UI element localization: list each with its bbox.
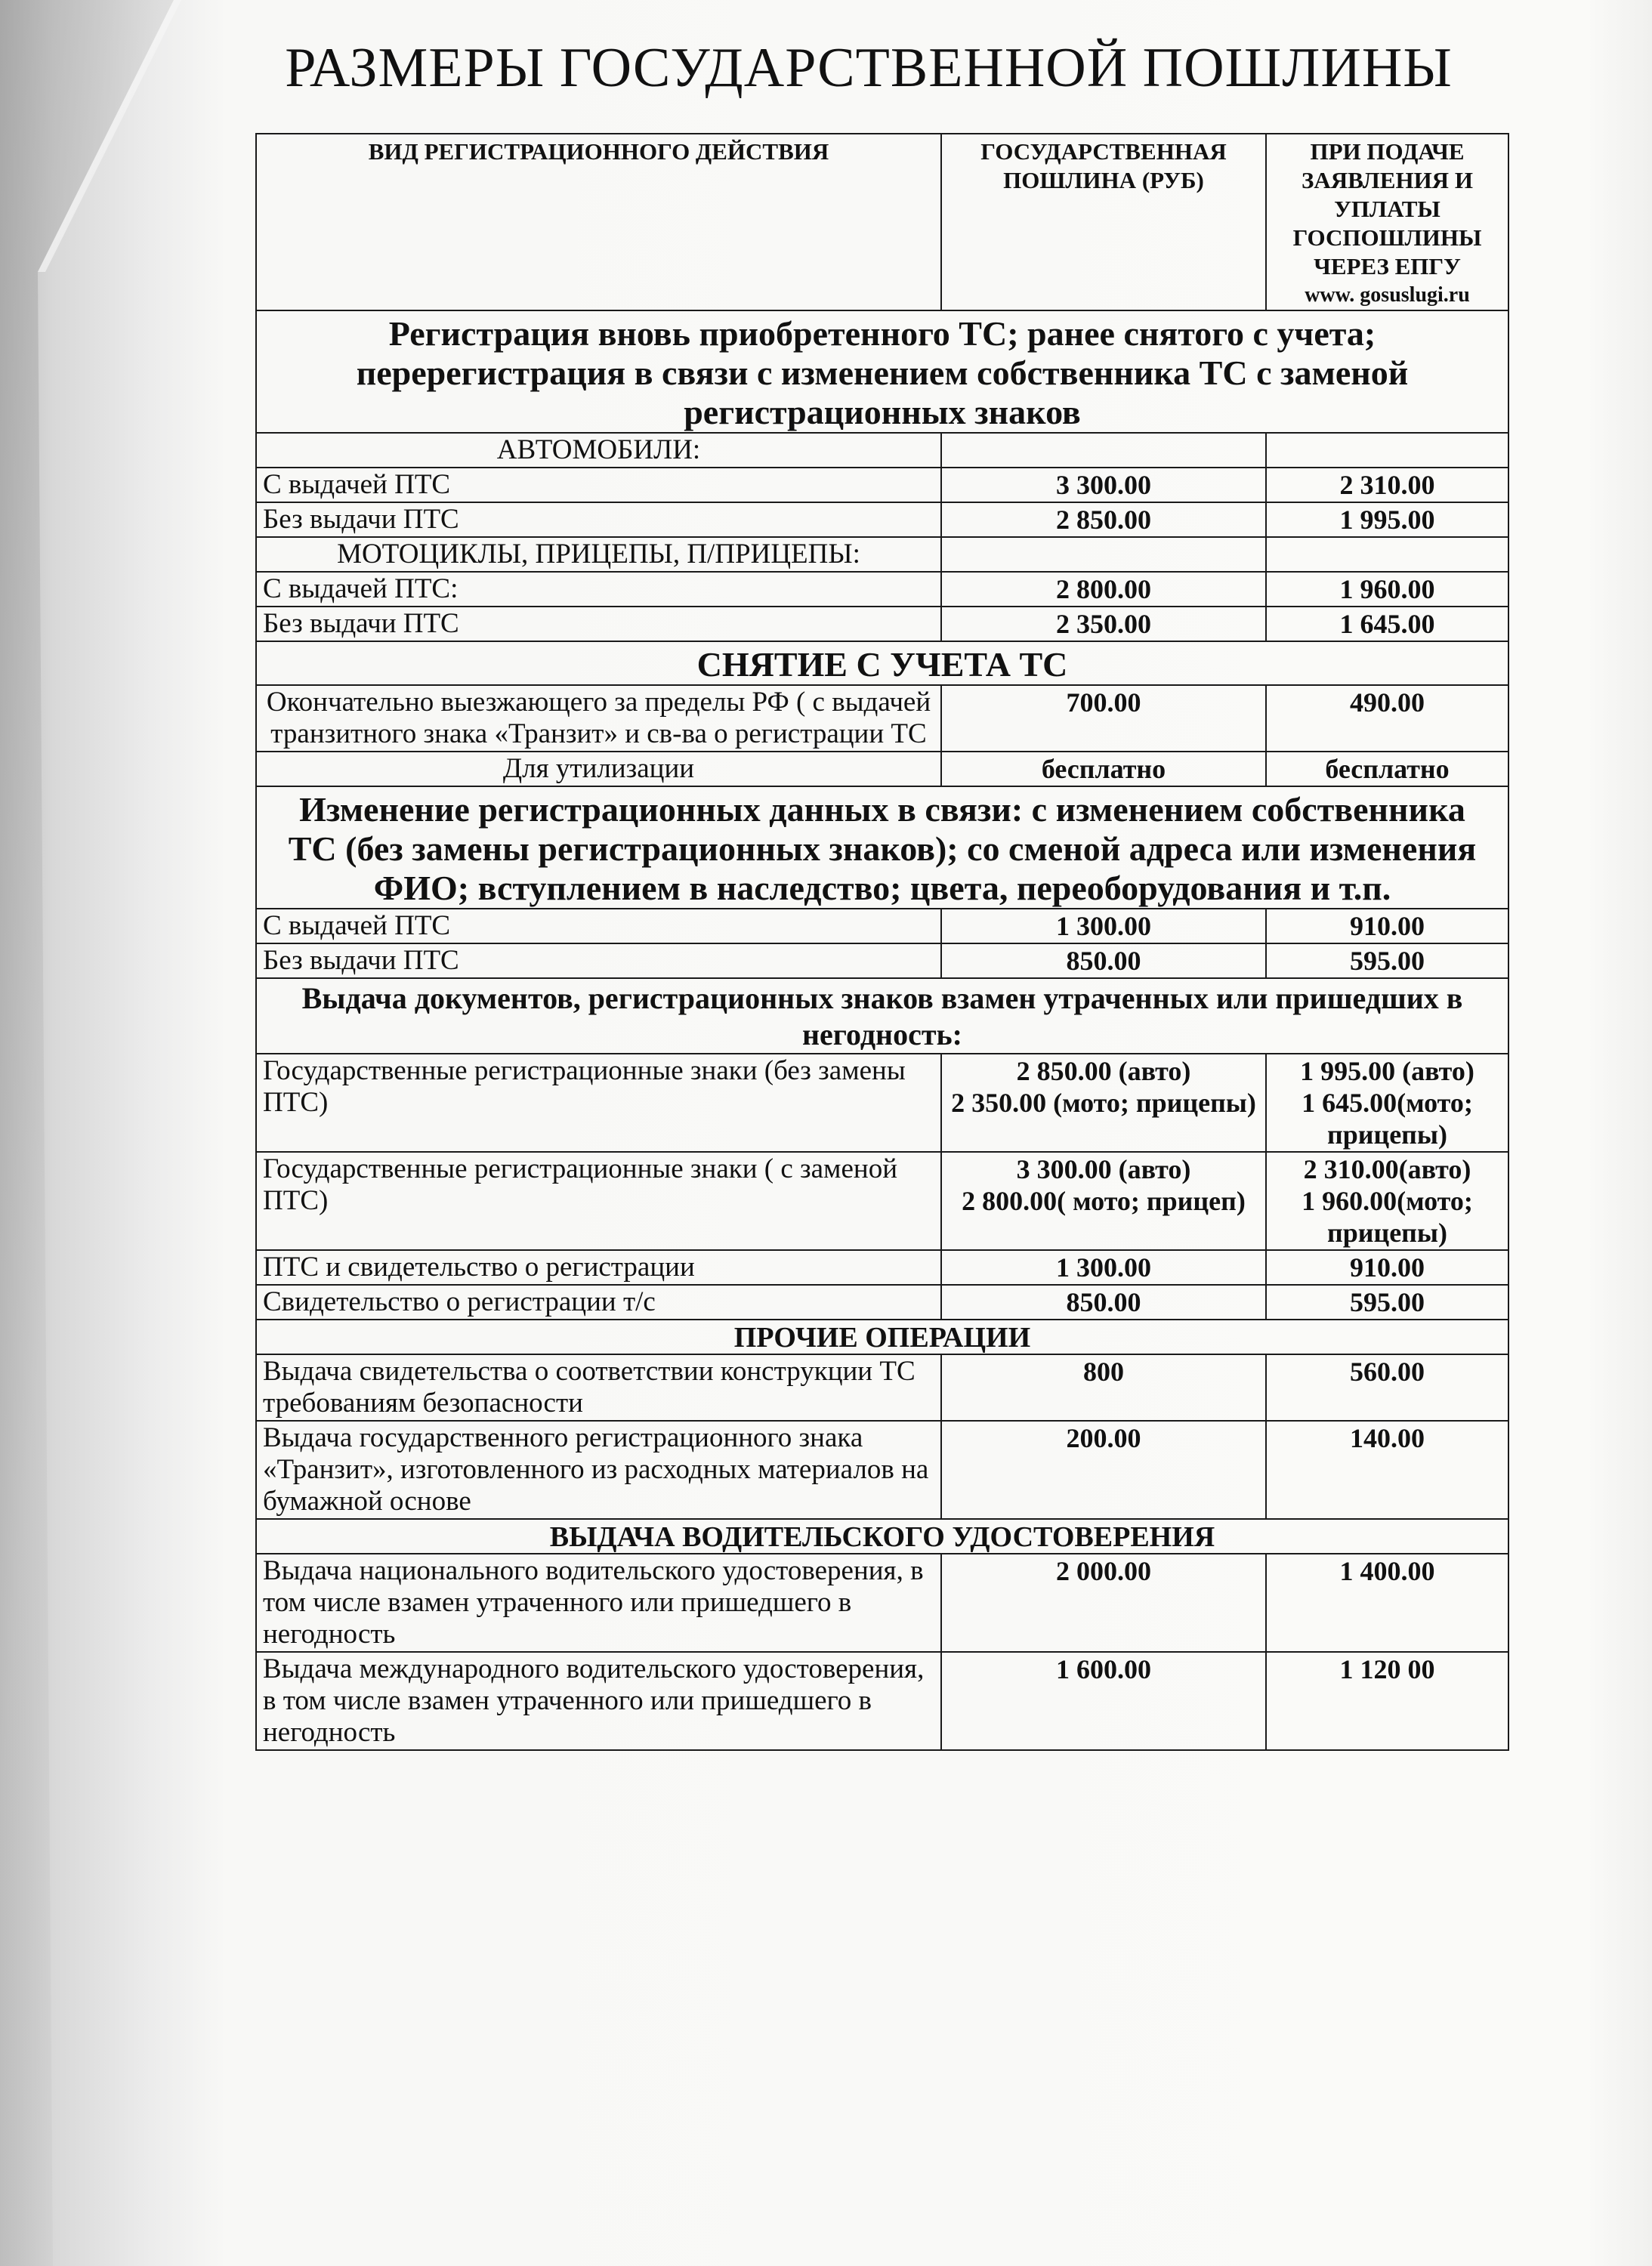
section-title-license: ВЫДАЧА ВОДИТЕЛЬСКОГО УДОСТОВЕРЕНИЯ xyxy=(256,1519,1508,1554)
header-epgu-label: ПРИ ПОДАЧЕ ЗАЯВЛЕНИЯ И УПЛАТЫ ГОСПОШЛИНЫ ЧЕРЕЗ ЕПГУ xyxy=(1292,138,1482,279)
section-title-deregistration: СНЯТИЕ С УЧЕТА ТС xyxy=(256,641,1508,685)
row-label: С выдачей ПТС xyxy=(256,909,941,943)
subheader-row xyxy=(256,433,1508,468)
table-row xyxy=(256,1421,1508,1519)
section-row xyxy=(256,1320,1508,1354)
table-row xyxy=(256,572,1508,607)
table-row xyxy=(256,752,1508,786)
row-label: Выдача международного водительского удостоверения, в том числе взамен утраченного или пришедшего в негодность xyxy=(256,1652,941,1750)
fee-value xyxy=(941,1152,1266,1250)
fee-value: 2 800.00 xyxy=(941,572,1266,607)
row-label: Государственные регистрационные знаки ( с заменой ПТС) xyxy=(256,1152,941,1250)
epgu-value xyxy=(1266,1054,1508,1152)
row-label: Выдача свидетельства о соответствии конструкции ТС требованиям безопасности xyxy=(256,1354,941,1421)
table-row xyxy=(256,1152,1508,1250)
fee-value: 800 xyxy=(941,1354,1266,1421)
section-row xyxy=(256,1519,1508,1554)
section-row xyxy=(256,310,1508,433)
row-label: Окончательно выезжающего за пределы РФ ( с выдачей транзитного знака «Транзит» и св-ва о регистрации ТС xyxy=(256,685,941,752)
fee-value: бесплатно xyxy=(941,752,1266,786)
epgu-value: бесплатно xyxy=(1266,752,1508,786)
table-row xyxy=(256,909,1508,943)
section-title-other: ПРОЧИЕ ОПЕРАЦИИ xyxy=(256,1320,1508,1354)
fee-moto: 2 800.00( мото; прицеп) xyxy=(962,1186,1246,1216)
section-row xyxy=(256,978,1508,1054)
row-label: Свидетельство о регистрации т/с xyxy=(256,1285,941,1320)
fee-value: 200.00 xyxy=(941,1421,1266,1519)
fee-value: 3 300.00 xyxy=(941,468,1266,502)
epgu-value: 560.00 xyxy=(1266,1354,1508,1421)
table-row xyxy=(256,1250,1508,1285)
section-title-replacement: Выдача документов, регистрационных знаков взамен утраченных или пришедших в негодность: xyxy=(256,978,1508,1054)
table-row xyxy=(256,685,1508,752)
epgu-value xyxy=(1266,1152,1508,1250)
table-row xyxy=(256,1652,1508,1750)
epgu-value: 1 400.00 xyxy=(1266,1554,1508,1652)
fee-table xyxy=(255,133,1509,1751)
row-label: Без выдачи ПТС xyxy=(256,607,941,641)
epgu-value: 910.00 xyxy=(1266,1250,1508,1285)
epgu-auto: 1 995.00 (авто) xyxy=(1300,1056,1474,1086)
row-label: Без выдачи ПТС xyxy=(256,943,941,978)
table-header-row xyxy=(256,134,1508,310)
fee-value: 2 000.00 xyxy=(941,1554,1266,1652)
section-row xyxy=(256,786,1508,909)
fee-value xyxy=(941,1054,1266,1152)
section-title-registration: Регистрация вновь приобретенного ТС; ранее снятого с учета; перерегистрация в связи с изменением собственника ТС с заменой регистрационных знаков xyxy=(256,310,1508,433)
epgu-value: 140.00 xyxy=(1266,1421,1508,1519)
fee-value: 1 600.00 xyxy=(941,1652,1266,1750)
page-fold-shadow xyxy=(0,0,196,2266)
epgu-value: 1 645.00 xyxy=(1266,607,1508,641)
empty-cell xyxy=(941,433,1266,468)
table-row xyxy=(256,607,1508,641)
table-row xyxy=(256,1285,1508,1320)
table-row xyxy=(256,502,1508,537)
row-label: Выдача государственного регистрационного знака «Транзит», изготовленного из расходных материалов на бумажной основе xyxy=(256,1421,941,1519)
header-action-type: ВИД РЕГИСТРАЦИОННОГО ДЕЙСТВИЯ xyxy=(256,134,941,310)
epgu-value: 1 995.00 xyxy=(1266,502,1508,537)
epgu-value: 595.00 xyxy=(1266,1285,1508,1320)
fee-value: 2 850.00 xyxy=(941,502,1266,537)
row-label: Государственные регистрационные знаки (без замены ПТС) xyxy=(256,1054,941,1152)
table-row xyxy=(256,1554,1508,1652)
epgu-moto: 1 960.00(мото; прицепы) xyxy=(1302,1186,1473,1248)
subheader-row xyxy=(256,537,1508,572)
epgu-value: 595.00 xyxy=(1266,943,1508,978)
header-epgu xyxy=(1266,134,1508,310)
subheader-moto: МОТОЦИКЛЫ, ПРИЦЕПЫ, П/ПРИЦЕПЫ: xyxy=(256,537,941,572)
table-row xyxy=(256,943,1508,978)
header-epgu-url: www. gosuslugi.ru xyxy=(1305,283,1470,307)
epgu-value: 1 120 00 xyxy=(1266,1652,1508,1750)
table-row xyxy=(256,1354,1508,1421)
empty-cell xyxy=(1266,537,1508,572)
epgu-value: 2 310.00 xyxy=(1266,468,1508,502)
row-label: Для утилизации xyxy=(256,752,941,786)
epgu-value: 1 960.00 xyxy=(1266,572,1508,607)
row-label: Выдача национального водительского удостоверения, в том числе взамен утраченного или пришедшего в негодность xyxy=(256,1554,941,1652)
row-label: ПТС и свидетельство о регистрации xyxy=(256,1250,941,1285)
fee-value: 850.00 xyxy=(941,943,1266,978)
fee-value: 1 300.00 xyxy=(941,909,1266,943)
fee-value: 2 350.00 xyxy=(941,607,1266,641)
fee-auto: 2 850.00 (авто) xyxy=(1016,1056,1191,1086)
fee-value: 850.00 xyxy=(941,1285,1266,1320)
epgu-auto: 2 310.00(авто) xyxy=(1303,1154,1471,1184)
epgu-moto: 1 645.00(мото; прицепы) xyxy=(1302,1088,1473,1150)
fee-value: 1 300.00 xyxy=(941,1250,1266,1285)
row-label: С выдачей ПТС: xyxy=(256,572,941,607)
page-title: РАЗМЕРЫ ГОСУДАРСТВЕННОЙ ПОШЛИНЫ xyxy=(285,37,1453,99)
header-fee: ГОСУДАРСТВЕННАЯ ПОШЛИНА (РУБ) xyxy=(941,134,1266,310)
epgu-value: 910.00 xyxy=(1266,909,1508,943)
table-row xyxy=(256,468,1508,502)
section-title-changes: Изменение регистрационных данных в связи: с изменением собственника ТС (без замены регистрационных знаков); со сменой адреса или изменения ФИО; вступлением в наследство; цвета, переоборудования и т.п. xyxy=(256,786,1508,909)
table-row xyxy=(256,1054,1508,1152)
row-label: С выдачей ПТС xyxy=(256,468,941,502)
section-row xyxy=(256,641,1508,685)
empty-cell xyxy=(1266,433,1508,468)
epgu-value: 490.00 xyxy=(1266,685,1508,752)
subheader-cars: АВТОМОБИЛИ: xyxy=(256,433,941,468)
row-label: Без выдачи ПТС xyxy=(256,502,941,537)
fee-value: 700.00 xyxy=(941,685,1266,752)
fee-moto: 2 350.00 (мото; прицепы) xyxy=(951,1088,1256,1118)
empty-cell xyxy=(941,537,1266,572)
fee-auto: 3 300.00 (авто) xyxy=(1016,1154,1191,1184)
